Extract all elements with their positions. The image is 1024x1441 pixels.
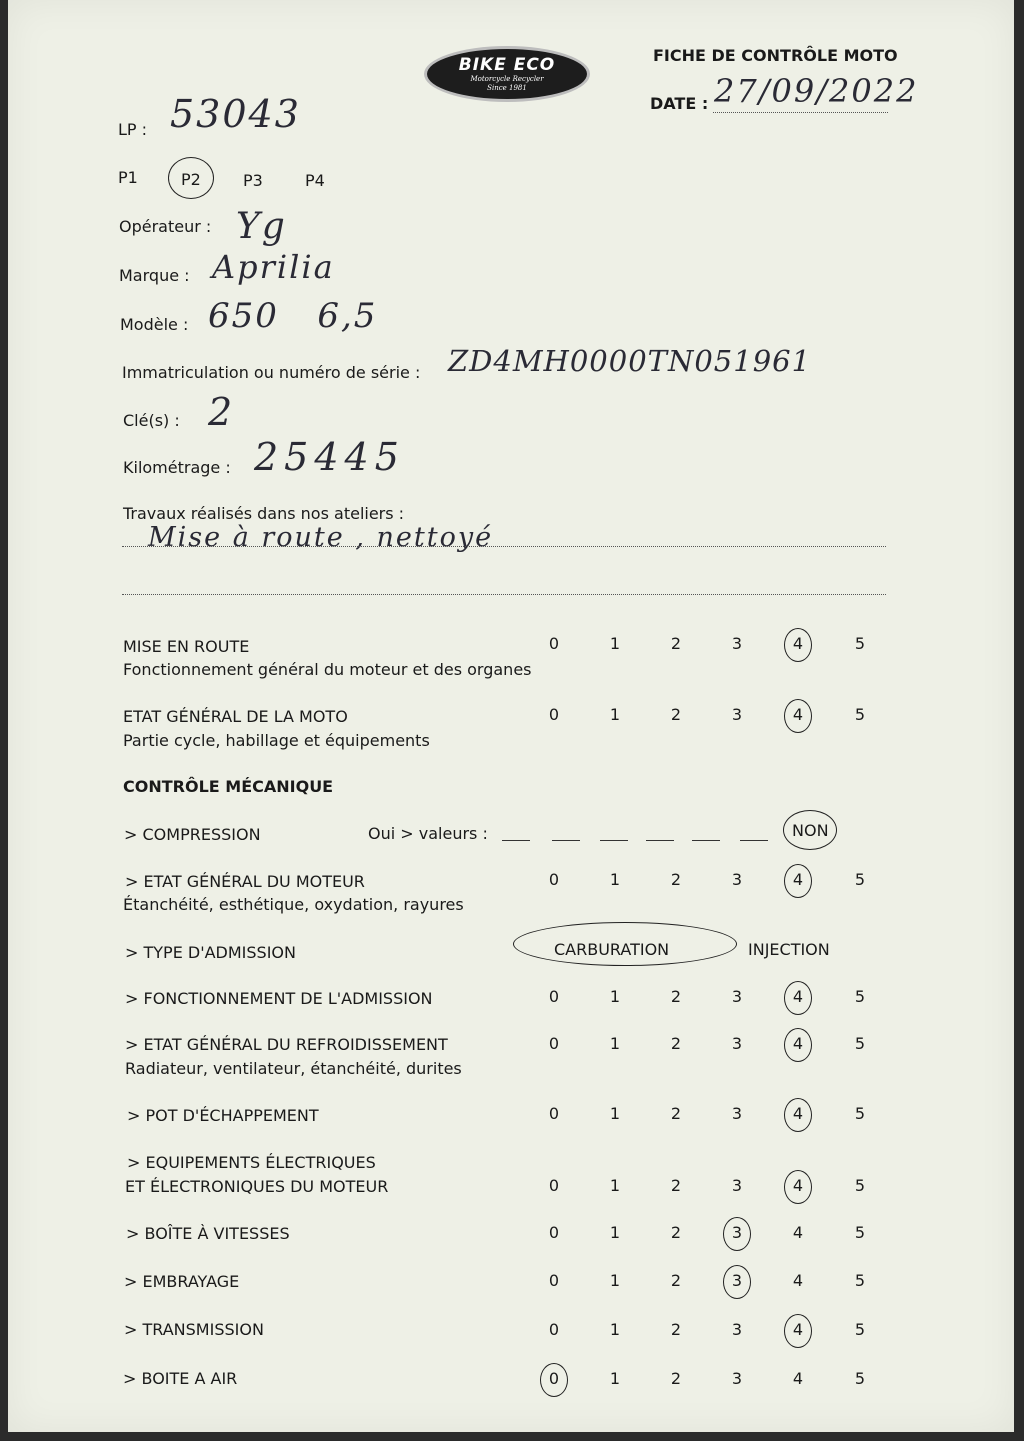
admission-injection-option: INJECTION (748, 940, 830, 959)
date-label: DATE : (650, 94, 709, 113)
score-0: 0 (548, 1034, 560, 1053)
etat-moteur-label: > ETAT GÉNÉRAL DU MOTEUR (125, 872, 365, 891)
score-0: 0 (548, 987, 560, 1006)
score-0: 0 (548, 1223, 560, 1242)
lp-label: LP : (118, 120, 148, 139)
score-0: 0 (548, 1271, 560, 1290)
score-1: 1 (609, 1034, 621, 1053)
score-5: 5 (854, 987, 866, 1006)
inspection-sheet (8, 0, 1014, 1432)
mise-en-route-title: MISE EN ROUTE (123, 637, 250, 656)
compression-value-blank (646, 840, 674, 841)
score-2: 2 (670, 1034, 682, 1053)
score-2: 2 (670, 987, 682, 1006)
score-3: 3 (727, 1223, 747, 1242)
operator-label: Opérateur : (119, 217, 212, 236)
score-5: 5 (854, 1104, 866, 1123)
score-5: 5 (854, 705, 866, 724)
score-3: 3 (731, 987, 743, 1006)
score-5: 5 (854, 1271, 866, 1290)
works-value: Mise à route , nettoyé (148, 522, 494, 553)
row-label: > EMBRAYAGE (124, 1272, 240, 1291)
model-label: Modèle : (120, 315, 189, 334)
mileage-label: Kilométrage : (123, 458, 231, 477)
lp-value: 53043 (170, 92, 301, 136)
row-label: > BOÎTE À VITESSES (126, 1224, 290, 1243)
keys-label: Clé(s) : (123, 411, 180, 430)
row-sub: Radiateur, ventilateur, étanchéité, durites (125, 1059, 462, 1078)
score-0: 0 (548, 1320, 560, 1339)
row-label-2: ET ÉLECTRONIQUES DU MOTEUR (125, 1177, 389, 1196)
form-title: FICHE DE CONTRÔLE MOTO (653, 46, 898, 65)
mise-en-route-subtitle: Fonctionnement général du moteur et des organes (123, 660, 532, 679)
logo-brand: BIKE ECO (458, 55, 556, 75)
score-2: 2 (670, 1271, 682, 1290)
compression-oui-label: Oui > valeurs : (368, 824, 488, 843)
score-3: 3 (731, 1034, 743, 1053)
position-p2-circle (168, 157, 214, 199)
works-line-2 (122, 594, 886, 595)
admission-carburation-circle (513, 922, 737, 966)
controle-mecanique-title: CONTRÔLE MÉCANIQUE (123, 777, 334, 796)
operator-value: Yg (236, 206, 287, 247)
score-2: 2 (670, 1104, 682, 1123)
row-label: > ETAT GÉNÉRAL DU REFROIDISSEMENT (125, 1035, 448, 1054)
score-5: 5 (854, 634, 866, 653)
row-label: > EQUIPEMENTS ÉLECTRIQUES (127, 1153, 376, 1172)
score-2: 2 (670, 1176, 682, 1195)
row-label: > POT D'ÉCHAPPEMENT (127, 1106, 319, 1125)
score-4: 4 (788, 1176, 808, 1195)
admission-type-label: > TYPE D'ADMISSION (125, 943, 296, 962)
score-3: 3 (727, 1271, 747, 1290)
score-4: 4 (792, 1223, 804, 1242)
score-5: 5 (854, 1320, 866, 1339)
compression-value-blank (740, 840, 768, 841)
score-1: 1 (609, 1320, 621, 1339)
score-4: 4 (788, 1034, 808, 1053)
score-2: 2 (670, 1223, 682, 1242)
score-4: 4 (788, 987, 808, 1006)
bike-eco-logo (424, 46, 590, 102)
score-5: 5 (854, 1223, 866, 1242)
position-p1: P1 (118, 168, 138, 187)
score-1: 1 (609, 987, 621, 1006)
score-2: 2 (670, 634, 682, 653)
keys-value: 2 (208, 390, 235, 434)
score-0: 0 (548, 1176, 560, 1195)
compression-value-blank (600, 840, 628, 841)
score-1: 1 (609, 1176, 621, 1195)
score-1: 1 (609, 1104, 621, 1123)
score-2: 2 (670, 1369, 682, 1388)
score-3: 3 (731, 1320, 743, 1339)
score-4: 4 (788, 870, 808, 889)
score-3: 3 (731, 1104, 743, 1123)
row-label: > BOITE A AIR (123, 1369, 238, 1388)
score-1: 1 (609, 1369, 621, 1388)
serial-label: Immatriculation ou numéro de série : (122, 363, 421, 382)
score-0: 0 (544, 1369, 564, 1388)
score-1: 1 (609, 705, 621, 724)
score-0: 0 (548, 870, 560, 889)
score-0: 0 (548, 705, 560, 724)
row-label: > FONCTIONNEMENT DE L'ADMISSION (125, 989, 433, 1008)
etat-moteur-sub: Étanchéité, esthétique, oxydation, rayures (123, 895, 464, 914)
position-p3: P3 (243, 171, 263, 190)
etat-general-title: ETAT GÉNÉRAL DE LA MOTO (123, 707, 348, 726)
score-3: 3 (731, 1369, 743, 1388)
logo-tagline: Motorcycle Recycler (470, 75, 544, 83)
brand-value: Aprilia (212, 248, 335, 286)
score-4: 4 (788, 705, 808, 724)
score-4: 4 (788, 1320, 808, 1339)
compression-value-blank (692, 840, 720, 841)
score-1: 1 (609, 1271, 621, 1290)
admission-carburation-option: CARBURATION (554, 940, 670, 959)
compression-non-circle (783, 810, 837, 850)
mileage-value: 25445 (254, 435, 405, 479)
score-1: 1 (609, 870, 621, 889)
score-0: 0 (548, 634, 560, 653)
logo-since: Since 1981 (487, 84, 527, 92)
model-value: 650 6,5 (208, 296, 378, 336)
score-5: 5 (854, 1176, 866, 1195)
score-1: 1 (609, 634, 621, 653)
works-line-1 (122, 546, 886, 547)
score-3: 3 (731, 1176, 743, 1195)
score-5: 5 (854, 1034, 866, 1053)
etat-general-subtitle: Partie cycle, habillage et équipements (123, 731, 430, 750)
position-p4: P4 (305, 171, 325, 190)
compression-value-blank (552, 840, 580, 841)
compression-label: > COMPRESSION (124, 825, 261, 844)
date-value: 27/09/2022 (714, 72, 919, 110)
position-p2: P2 (181, 170, 201, 189)
score-4: 4 (792, 1369, 804, 1388)
serial-value: ZD4MH0000TN051961 (448, 344, 812, 378)
score-5: 5 (854, 870, 866, 889)
brand-label: Marque : (119, 266, 190, 285)
compression-non-option: NON (792, 821, 829, 840)
date-line (713, 112, 888, 113)
score-4: 4 (792, 1271, 804, 1290)
compression-value-blank (502, 840, 530, 841)
score-4: 4 (788, 1104, 808, 1123)
score-3: 3 (731, 870, 743, 889)
works-label: Travaux réalisés dans nos ateliers : (123, 504, 405, 523)
score-2: 2 (670, 1320, 682, 1339)
score-4: 4 (788, 634, 808, 653)
score-2: 2 (670, 705, 682, 724)
score-1: 1 (609, 1223, 621, 1242)
row-label: > TRANSMISSION (124, 1320, 264, 1339)
score-3: 3 (731, 634, 743, 653)
score-0: 0 (548, 1104, 560, 1123)
score-5: 5 (854, 1369, 866, 1388)
score-3: 3 (731, 705, 743, 724)
score-2: 2 (670, 870, 682, 889)
